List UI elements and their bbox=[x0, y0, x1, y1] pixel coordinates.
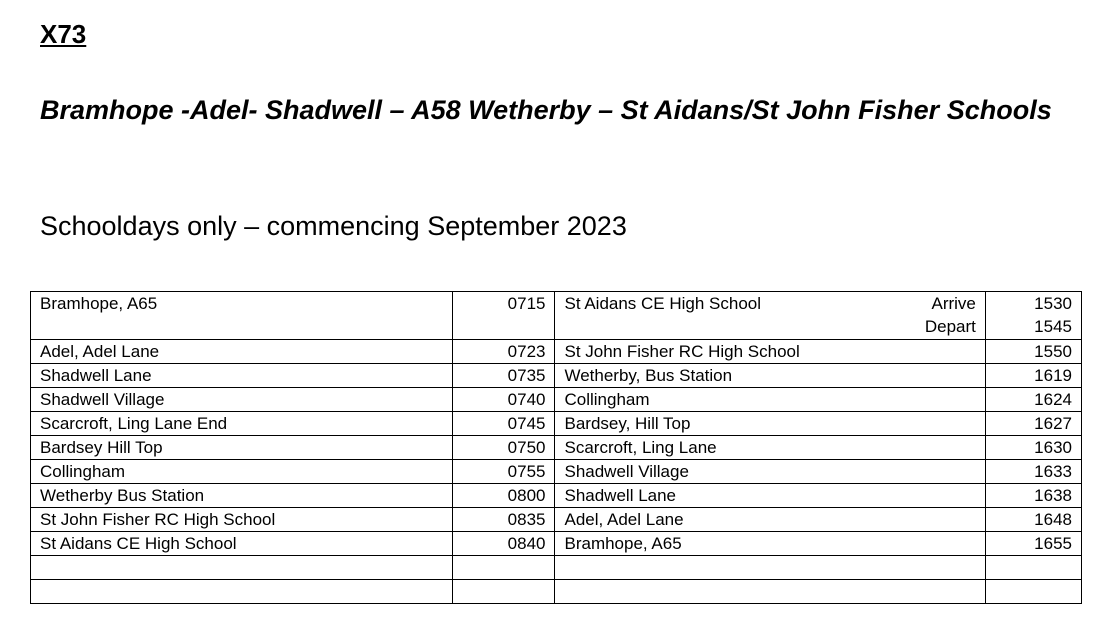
depart-time: 1545 bbox=[1034, 317, 1072, 336]
outbound-time bbox=[453, 556, 555, 580]
outbound-time: 0735 bbox=[453, 364, 555, 388]
return-time: 1550 bbox=[985, 340, 1081, 364]
outbound-stop: Adel, Adel Lane bbox=[31, 340, 453, 364]
table-row bbox=[31, 460, 1082, 484]
outbound-stop bbox=[31, 580, 453, 604]
return-time-cell bbox=[985, 292, 1081, 340]
timetable bbox=[30, 291, 1082, 604]
return-stop: Shadwell Village bbox=[555, 460, 985, 484]
route-title: Bramhope -Adel- Shadwell – A58 Wetherby – St Aidans/St John Fisher Schools bbox=[40, 95, 1052, 125]
outbound-time: 0755 bbox=[453, 460, 555, 484]
outbound-stop: Bardsey Hill Top bbox=[31, 436, 453, 460]
return-time bbox=[985, 580, 1081, 604]
table-row bbox=[31, 532, 1082, 556]
return-stop: Adel, Adel Lane bbox=[555, 508, 985, 532]
table-row bbox=[31, 364, 1082, 388]
outbound-time: 0723 bbox=[453, 340, 555, 364]
table-row bbox=[31, 292, 1082, 340]
outbound-time: 0800 bbox=[453, 484, 555, 508]
outbound-time: 0835 bbox=[453, 508, 555, 532]
table-row bbox=[31, 412, 1082, 436]
return-time bbox=[985, 556, 1081, 580]
timetable-body bbox=[31, 292, 1082, 604]
arrive-label: Arrive bbox=[931, 294, 976, 313]
outbound-stop: St John Fisher RC High School bbox=[31, 508, 453, 532]
depart-label: Depart bbox=[924, 317, 976, 336]
outbound-time: 0750 bbox=[453, 436, 555, 460]
outbound-time: 0840 bbox=[453, 532, 555, 556]
return-time: 1633 bbox=[985, 460, 1081, 484]
arrive-time: 1530 bbox=[1034, 294, 1072, 313]
return-stop: Bardsey, Hill Top bbox=[555, 412, 985, 436]
table-row bbox=[31, 388, 1082, 412]
outbound-time: 0740 bbox=[453, 388, 555, 412]
return-time: 1655 bbox=[985, 532, 1081, 556]
return-time: 1630 bbox=[985, 436, 1081, 460]
return-stop-cell bbox=[555, 292, 985, 340]
outbound-stop: Collingham bbox=[31, 460, 453, 484]
outbound-stop: Wetherby Bus Station bbox=[31, 484, 453, 508]
outbound-stop: Shadwell Lane bbox=[31, 364, 453, 388]
table-row bbox=[31, 484, 1082, 508]
return-time: 1624 bbox=[985, 388, 1081, 412]
table-row bbox=[31, 340, 1082, 364]
return-stop: Wetherby, Bus Station bbox=[555, 364, 985, 388]
outbound-time: 0715 bbox=[453, 292, 555, 340]
table-row bbox=[31, 436, 1082, 460]
table-row bbox=[31, 580, 1082, 604]
return-stop: Scarcroft, Ling Lane bbox=[555, 436, 985, 460]
table-row bbox=[31, 556, 1082, 580]
table-row bbox=[31, 508, 1082, 532]
return-time: 1619 bbox=[985, 364, 1081, 388]
schedule-subtitle: Schooldays only – commencing September 2023 bbox=[40, 211, 627, 241]
return-time: 1627 bbox=[985, 412, 1081, 436]
return-time: 1648 bbox=[985, 508, 1081, 532]
return-stop: Collingham bbox=[555, 388, 985, 412]
return-time: 1638 bbox=[985, 484, 1081, 508]
return-stop: Bramhope, A65 bbox=[555, 532, 985, 556]
return-stop-wrapper bbox=[564, 292, 976, 336]
outbound-time: 0745 bbox=[453, 412, 555, 436]
outbound-stop: Scarcroft, Ling Lane End bbox=[31, 412, 453, 436]
outbound-stop: Shadwell Village bbox=[31, 388, 453, 412]
return-stop: St John Fisher RC High School bbox=[555, 340, 985, 364]
arrive-depart-labels bbox=[925, 292, 976, 338]
return-stop: St Aidans CE High School bbox=[564, 294, 762, 313]
route-code: X73 bbox=[40, 19, 87, 49]
return-stop bbox=[555, 580, 985, 604]
outbound-time bbox=[453, 580, 555, 604]
return-stop: Shadwell Lane bbox=[555, 484, 985, 508]
outbound-stop bbox=[31, 556, 453, 580]
return-stop bbox=[555, 556, 985, 580]
outbound-stop: St Aidans CE High School bbox=[31, 532, 453, 556]
outbound-stop: Bramhope, A65 bbox=[31, 292, 453, 340]
